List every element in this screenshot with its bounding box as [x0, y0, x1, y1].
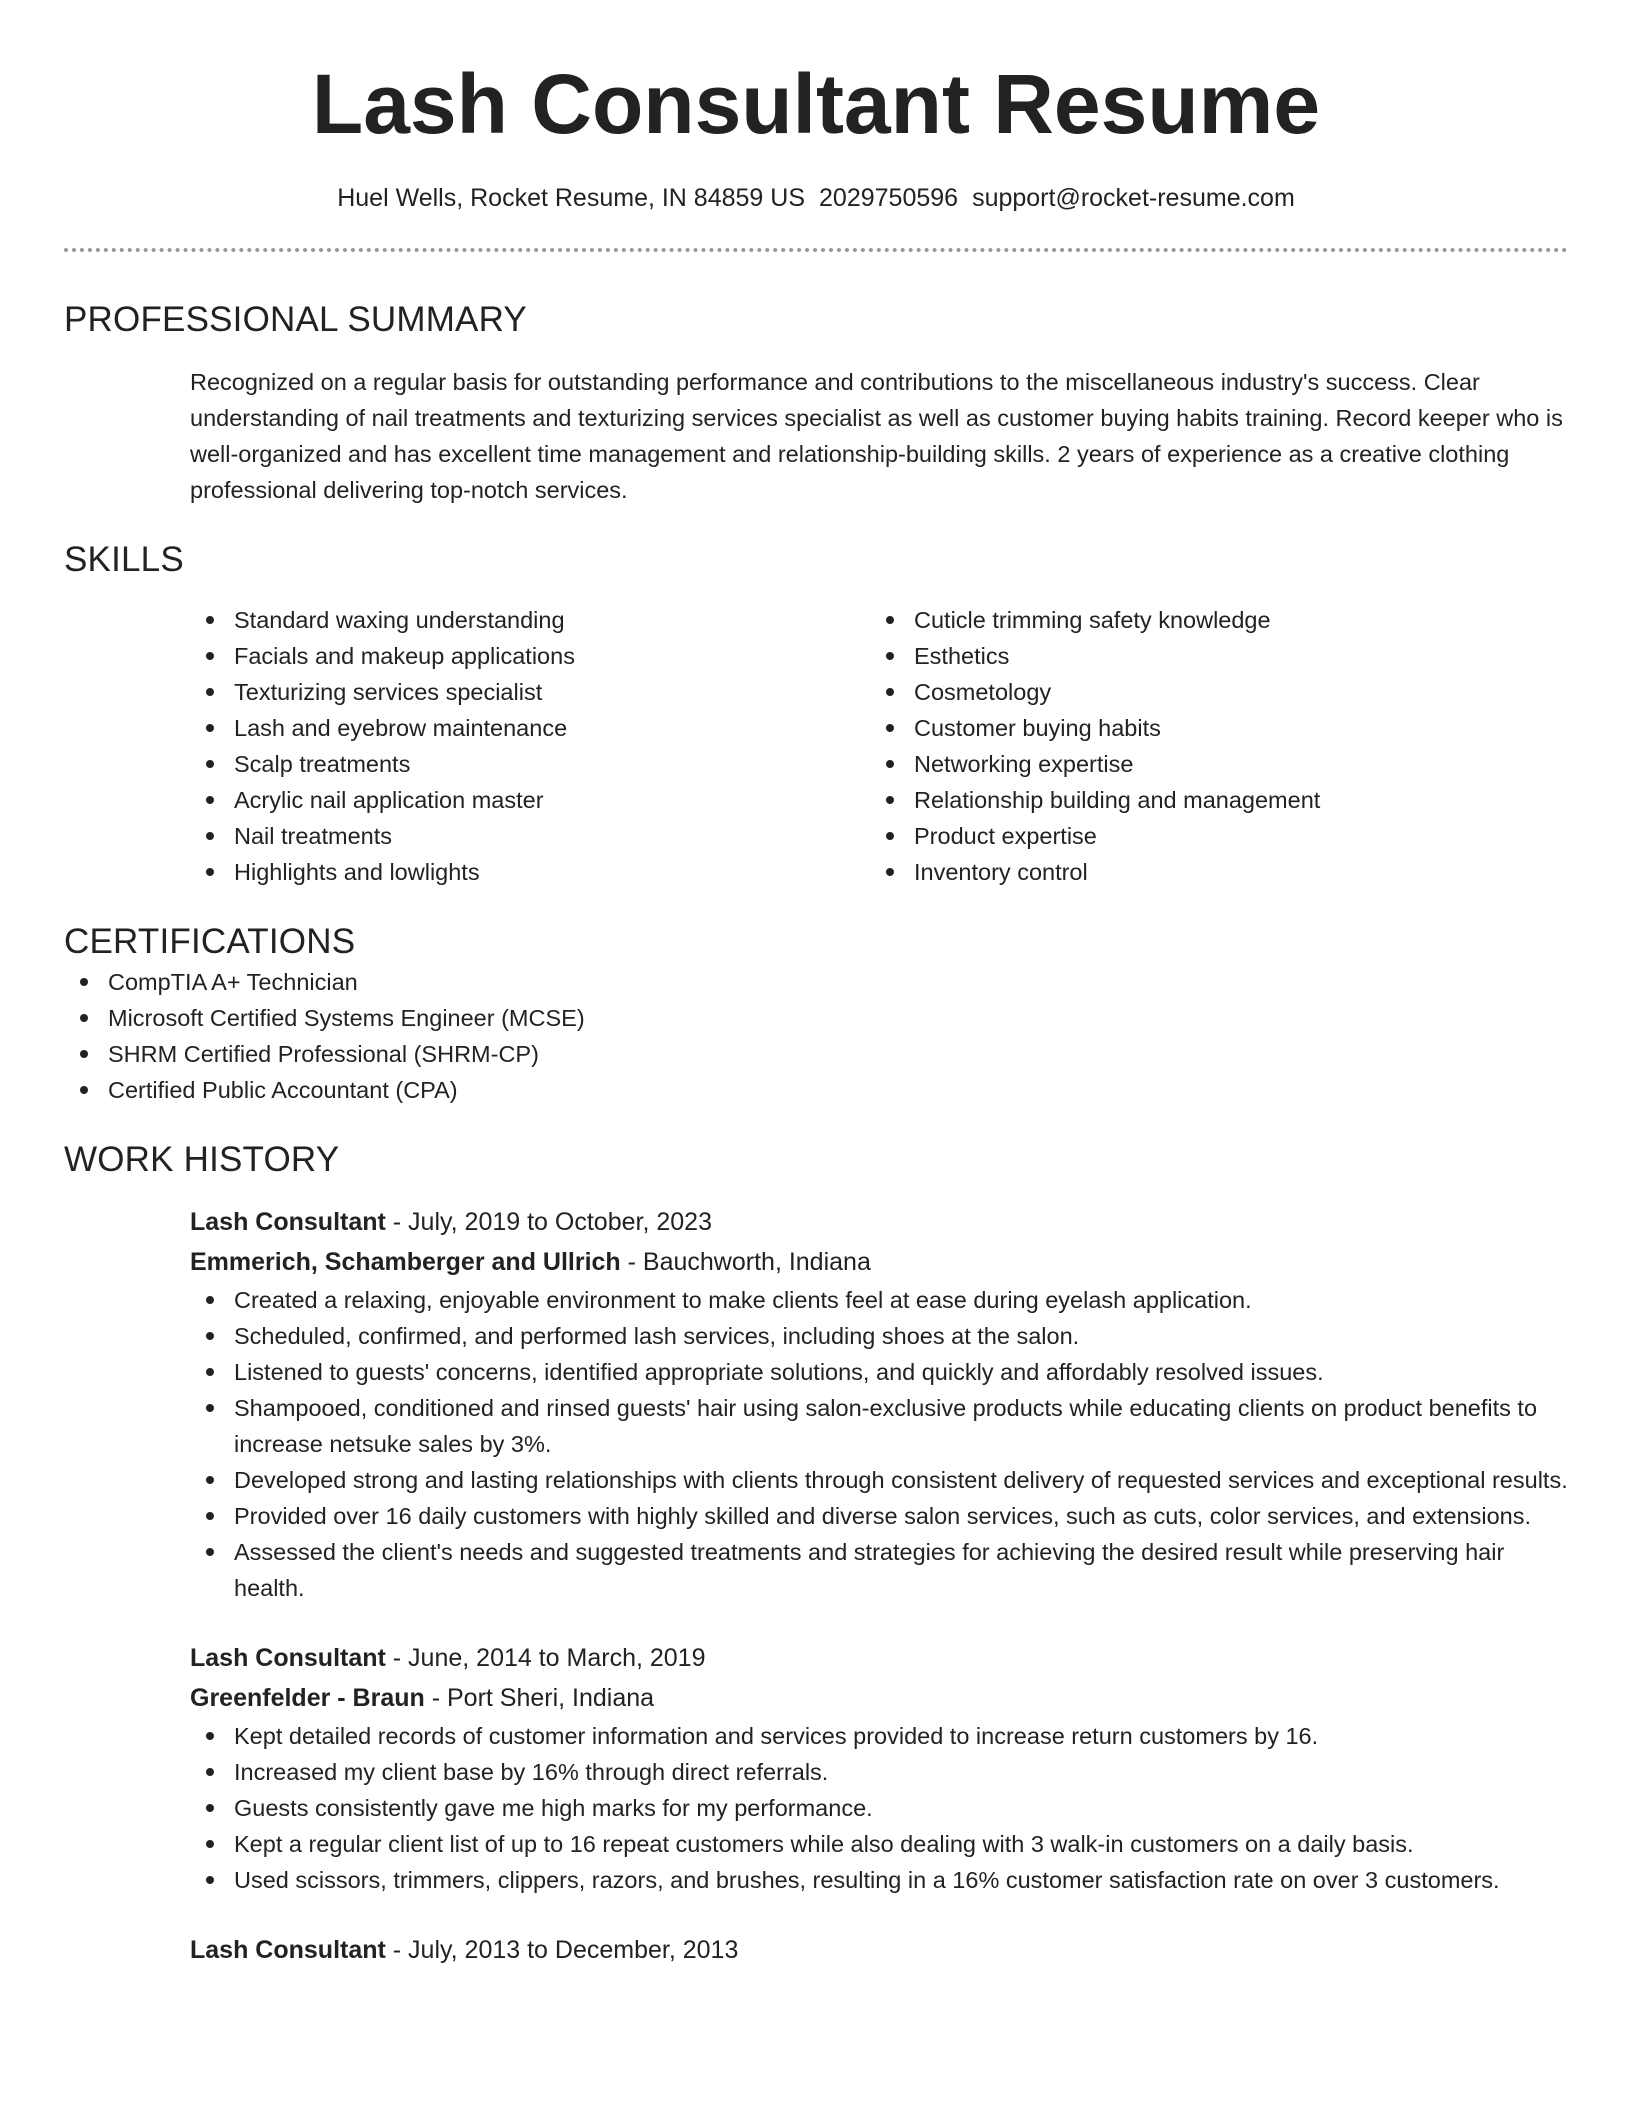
- list-item: Facials and makeup applications: [190, 638, 870, 674]
- bullet-icon: [206, 1876, 214, 1884]
- bullet-icon: [206, 796, 214, 804]
- header-divider: [64, 248, 1568, 252]
- bullet-icon: [206, 616, 214, 624]
- list-item: Relationship building and management: [870, 782, 1550, 818]
- bullet-icon: [886, 724, 894, 732]
- job-entry: [190, 1638, 1568, 1898]
- bullet-icon: [206, 724, 214, 732]
- job-title: Lash Consultant: [190, 1208, 386, 1236]
- bullet-icon: [886, 868, 894, 876]
- bullet-icon: [206, 760, 214, 768]
- list-item: Developed strong and lasting relationships with clients through consistent delivery of requested services and exceptional results.: [190, 1462, 1568, 1498]
- bullet-icon: [886, 796, 894, 804]
- resume-title: Lash Consultant Resume: [311, 57, 1321, 151]
- list-item: Assessed the client's needs and suggested treatments and strategies for achieving the desired result while preserving hair health.: [190, 1534, 1568, 1606]
- job-bullets: [190, 1282, 1568, 1606]
- list-item: Highlights and lowlights: [190, 854, 870, 890]
- list-item: Texturizing services specialist: [190, 674, 870, 710]
- job-entry: [190, 1202, 1568, 1606]
- list-item: Cuticle trimming safety knowledge: [870, 602, 1550, 638]
- contact-address: Huel Wells, Rocket Resume, IN 84859 US: [337, 184, 806, 212]
- list-item: SHRM Certified Professional (SHRM-CP): [64, 1036, 1568, 1072]
- bullet-icon: [206, 1768, 214, 1776]
- bullet-icon: [206, 1548, 214, 1556]
- contact-email: support@rocket-resume.com: [972, 184, 1295, 212]
- bullet-icon: [206, 832, 214, 840]
- list-item: Microsoft Certified Systems Engineer (MCSE): [64, 1000, 1568, 1036]
- list-item: Cosmetology: [870, 674, 1550, 710]
- contact-phone: 2029750596: [819, 184, 959, 212]
- bullet-icon: [206, 1296, 214, 1304]
- job-title-line: [190, 1202, 1568, 1242]
- list-item: Created a relaxing, enjoyable environment to make clients feel at ease during eyelash application.: [190, 1282, 1568, 1318]
- job-title: Lash Consultant: [190, 1936, 386, 1964]
- list-item: CompTIA A+ Technician: [64, 964, 1568, 1000]
- certifications-list: [64, 964, 1568, 1108]
- list-item: Used scissors, trimmers, clippers, razors, and brushes, resulting in a 16% customer satisfaction rate on over 3 customers.: [190, 1862, 1568, 1898]
- work-history-section: [64, 1138, 1568, 1970]
- bullet-icon: [80, 1014, 88, 1022]
- work-history-heading: WORK HISTORY: [64, 1140, 340, 1179]
- bullet-icon: [206, 1404, 214, 1412]
- summary-heading: PROFESSIONAL SUMMARY: [64, 300, 527, 339]
- job-company-line: [190, 1242, 1568, 1282]
- bullet-icon: [206, 1476, 214, 1484]
- bullet-icon: [206, 652, 214, 660]
- contact-line: [64, 182, 1568, 214]
- list-item: Networking expertise: [870, 746, 1550, 782]
- skills-section: [64, 538, 1568, 890]
- list-item: Listened to guests' concerns, identified appropriate solutions, and quickly and affordably resolved issues.: [190, 1354, 1568, 1390]
- list-item: Kept detailed records of customer information and services provided to increase return customers by 16.: [190, 1718, 1568, 1754]
- job-title: Lash Consultant: [190, 1644, 386, 1672]
- list-item: Scalp treatments: [190, 746, 870, 782]
- bullet-icon: [206, 1840, 214, 1848]
- job-location: - Port Sheri, Indiana: [424, 1684, 655, 1712]
- list-item: Kept a regular client list of up to 16 repeat customers while also dealing with 3 walk-in customers on a daily basis.: [190, 1826, 1568, 1862]
- list-item: Standard waxing understanding: [190, 602, 870, 638]
- list-item: Lash and eyebrow maintenance: [190, 710, 870, 746]
- bullet-icon: [206, 688, 214, 696]
- list-item: Nail treatments: [190, 818, 870, 854]
- bullet-icon: [206, 1368, 214, 1376]
- certifications-heading: CERTIFICATIONS: [64, 922, 356, 961]
- job-dates: - July, 2013 to December, 2013: [385, 1936, 739, 1964]
- job-dates: - June, 2014 to March, 2019: [385, 1644, 706, 1672]
- bullet-icon: [80, 1050, 88, 1058]
- summary-section: [64, 298, 1568, 508]
- skills-heading: SKILLS: [64, 540, 184, 579]
- list-item: Increased my client base by 16% through direct referrals.: [190, 1754, 1568, 1790]
- bullet-icon: [886, 760, 894, 768]
- job-company: Emmerich, Schamberger and Ullrich: [190, 1248, 621, 1276]
- list-item: Provided over 16 daily customers with highly skilled and diverse salon services, such as cuts, color services, and extensions.: [190, 1498, 1568, 1534]
- skills-left-list: [190, 602, 870, 890]
- bullet-icon: [886, 832, 894, 840]
- job-title-line: [190, 1930, 1568, 1970]
- list-item: Acrylic nail application master: [190, 782, 870, 818]
- list-item: Customer buying habits: [870, 710, 1550, 746]
- list-item: Certified Public Accountant (CPA): [64, 1072, 1568, 1108]
- bullet-icon: [886, 652, 894, 660]
- list-item: Esthetics: [870, 638, 1550, 674]
- skills-right-list: [870, 602, 1550, 890]
- bullet-icon: [80, 978, 88, 986]
- summary-text: Recognized on a regular basis for outstanding performance and contributions to the miscellaneous industry's success. Clear understanding of nail treatments and texturizing services specialist as well as customer buying habits training. Record keeper who is well-organized and has excellent time management and relationship-building skills. 2 years of experience as a creative clothing professional delivering top-notch services.: [190, 369, 1563, 503]
- job-dates: - July, 2019 to October, 2023: [385, 1208, 712, 1236]
- job-title-line: [190, 1638, 1568, 1678]
- job-company: Greenfelder - Braun: [190, 1684, 425, 1712]
- bullet-icon: [206, 1732, 214, 1740]
- job-bullets: [190, 1718, 1568, 1898]
- list-item: Shampooed, conditioned and rinsed guests' hair using salon-exclusive products while educating clients on product benefits to increase netsuke sales by 3%.: [190, 1390, 1568, 1462]
- skills-grid: [190, 602, 1568, 890]
- bullet-icon: [206, 1332, 214, 1340]
- bullet-icon: [80, 1086, 88, 1094]
- list-item: Scheduled, confirmed, and performed lash services, including shoes at the salon.: [190, 1318, 1568, 1354]
- bullet-icon: [206, 1804, 214, 1812]
- bullet-icon: [206, 1512, 214, 1520]
- job-location: - Bauchworth, Indiana: [620, 1248, 871, 1276]
- list-item: Guests consistently gave me high marks for my performance.: [190, 1790, 1568, 1826]
- list-item: Inventory control: [870, 854, 1550, 890]
- bullet-icon: [886, 616, 894, 624]
- job-entry: [190, 1930, 1568, 1970]
- job-company-line: [190, 1678, 1568, 1718]
- bullet-icon: [206, 868, 214, 876]
- bullet-icon: [886, 688, 894, 696]
- certifications-section: [64, 920, 1568, 1108]
- list-item: Product expertise: [870, 818, 1550, 854]
